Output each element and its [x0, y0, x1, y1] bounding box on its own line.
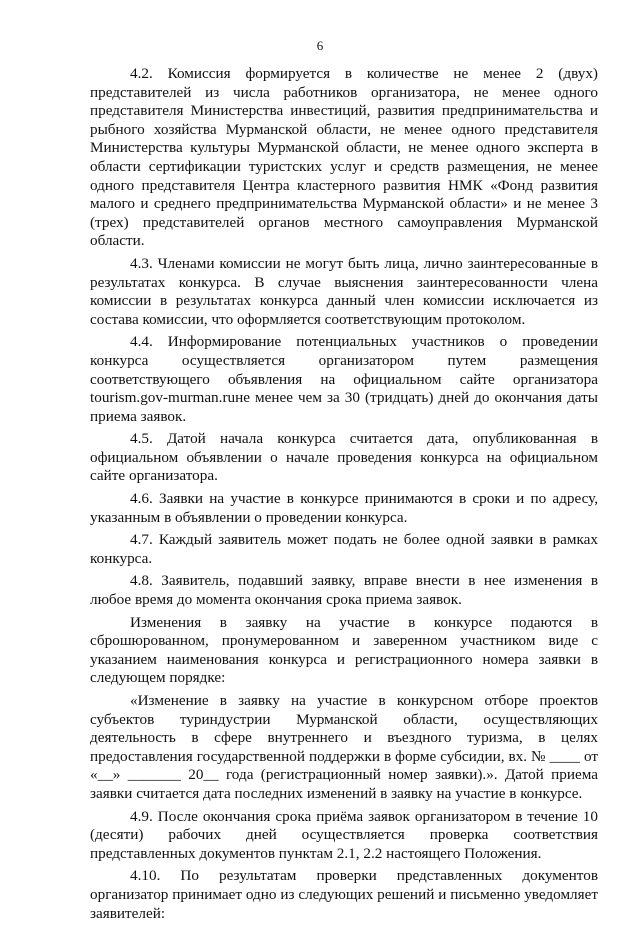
paragraph-4-7: 4.7. Каждый заявитель может подать не более одной заявки в рамках конкурса. [90, 531, 598, 567]
paragraph-4-2: 4.2. Комиссия формируется в количестве не менее 2 (двух) представителей из числа работников организатора, не менее одного представителя Министерства инвестиций, развития предпринимательства и рыбного хозяйства Мурманской области, не менее одного представителя Министерства культуры Мурманской области, не менее одного эксперта в области сертификации туристских услуг и средств размещения, не менее одного представителя Центра кластерного развития НМК «Фонд развития малого и среднего предпринимательства Мурманской области» и не менее 3 (трех) представителей органов местного самоуправления Мурманской области. [90, 65, 598, 250]
paragraph-4-10: 4.10. По результатам проверки представленных документов организатор принимает одно из следующих решений и письменно уведомляет заявителей: [90, 867, 598, 922]
paragraph-4-8: 4.8. Заявитель, подавший заявку, вправе внести в нее изменения в любое время до момента окончания срока приема заявок. [90, 572, 598, 609]
paragraph-4-9: 4.9. После окончания срока приёма заявок организатором в течение 10 (десяти) рабочих дней осуществляется проверка соответствия представленных документов пунктам 2.1, 2.2 настоящего Положения. [90, 807, 598, 862]
paragraph-4-4: 4.4. Информирование потенциальных участников о проведении конкурса осуществляется организатором путем размещения соответствующего объявления на официальном сайте организатора tourism.gov-murman.ruне менее чем за 30 (тридцать) дней до окончания даты приема заявок. [90, 333, 598, 425]
paragraph-4-3: 4.3. Членами комиссии не могут быть лица, лично заинтересованные в результатах конкурса. В случае выяснения заинтересованности члена комиссии в результатах конкурса данный член комиссии исключается из состава комиссии, что оформляется соответствующим протоколом. [90, 254, 598, 328]
document-body [90, 65, 598, 925]
paragraph-changes-procedure: Изменения в заявку на участие в конкурсе подаются в сброшюрованном, пронумерованном и заверенном участником виде с указанием наименования конкурса и регистрационного номера заявки в следующем порядке: [90, 613, 598, 687]
paragraph-4-5: 4.5. Датой начала конкурса считается дата, опубликованная в официальном объявлении о начале проведения конкурса на официальном сайте организатора. [90, 430, 598, 485]
paragraph-changes-template: «Изменение в заявку на участие в конкурсном отборе проектов субъектов туриндустрии Мурманской области, осуществляющих деятельность в сфере внутреннего и въездного туризма, в целях предоставления государственной поддержки в форме субсидии, вх. № ____ от «__» _______ 20__ года (регистрационный номер заявки).». Датой приема заявки считается дата последних изменений в заявку на участие в конкурсе. [90, 692, 598, 802]
page-number: 6 [316, 38, 324, 53]
paragraph-4-6: 4.6. Заявки на участие в конкурсе принимаются в сроки и по адресу, указанным в объявлении о проведении конкурса. [90, 490, 598, 526]
